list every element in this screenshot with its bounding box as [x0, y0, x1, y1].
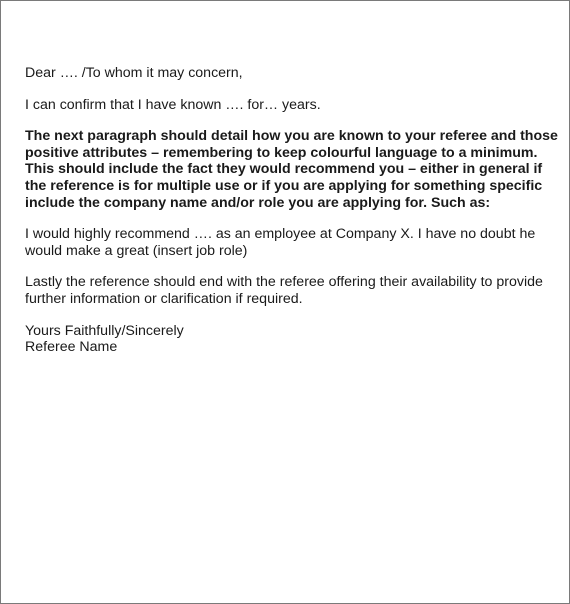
- signature-block: [25, 323, 561, 356]
- example-paragraph: I would highly recommend …. as an employee at Company X. I have no doubt he would make a great (insert job role): [25, 226, 536, 259]
- signoff: Yours Faithfully/Sincerely: [25, 322, 184, 339]
- intro-paragraph: I can confirm that I have known …. for… years.: [25, 96, 321, 113]
- closing-paragraph: Lastly the reference should end with the referee offering their availability to provide further information or clarification if required.: [25, 274, 543, 307]
- referee-name: Referee Name: [25, 339, 118, 356]
- salutation: Dear …. /To whom it may concern,: [25, 65, 243, 81]
- reference-letter: [25, 65, 561, 371]
- instruction-paragraph: The next paragraph should detail how you are known to your referee and those positive attributes – remembering to keep colourful language to a minimum. This should include the fact they would recommend you – either in general if the reference is for multiple use or if you are applying for something specific include the company name and/or role you are applying for. Such as:: [25, 128, 558, 211]
